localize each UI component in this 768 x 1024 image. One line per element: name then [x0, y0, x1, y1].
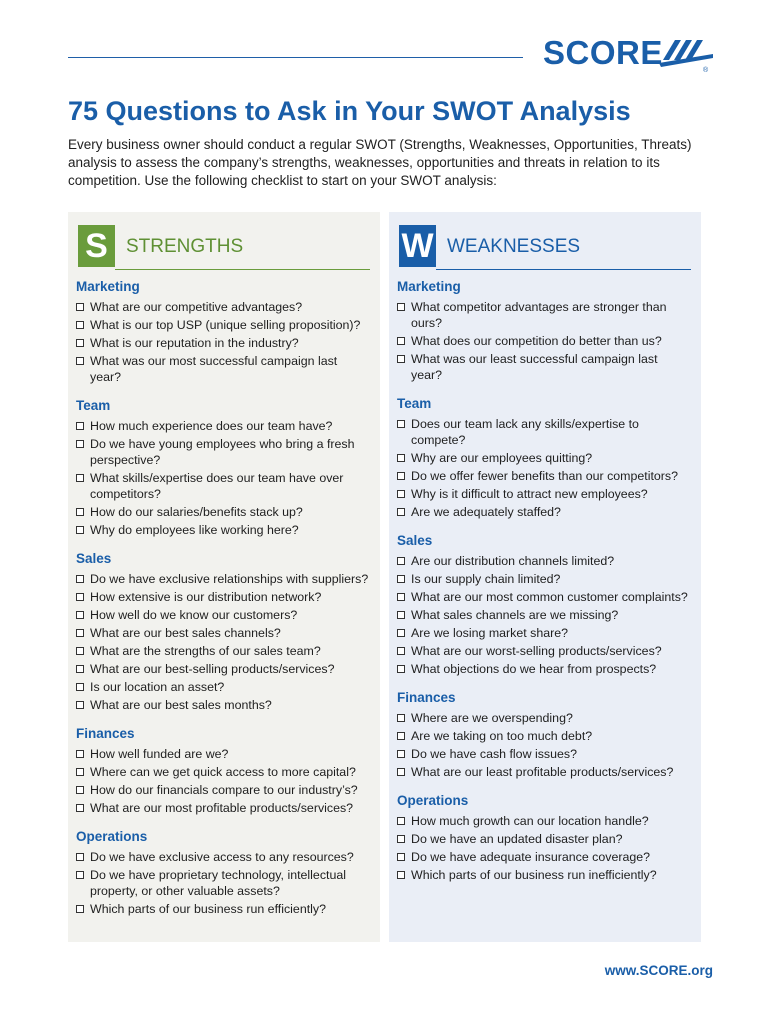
question-text: Do we have proprietary technology, intellectual property, or other valuable assets? — [90, 868, 346, 898]
checkbox-icon[interactable] — [76, 422, 84, 430]
section-title: Finances — [76, 726, 135, 741]
logo-stripes-icon — [659, 38, 715, 68]
checklist-item — [397, 710, 691, 726]
question-text: What are our best-selling products/services? — [90, 662, 335, 676]
checklist-item — [76, 746, 370, 762]
checklist-item — [76, 607, 370, 623]
checkbox-icon[interactable] — [76, 321, 84, 329]
question-text: How do our salaries/benefits stack up? — [90, 505, 303, 519]
question-text: Which parts of our business run inefficiently? — [411, 868, 657, 882]
checklist-item — [397, 625, 691, 641]
question-text: How well do we know our customers? — [90, 608, 298, 622]
checkbox-icon[interactable] — [397, 454, 405, 462]
checkbox-icon[interactable] — [397, 750, 405, 758]
question-text: How do our financials compare to our industry’s? — [90, 783, 358, 797]
checkbox-icon[interactable] — [397, 871, 405, 879]
question-text: Why do employees like working here? — [90, 523, 299, 537]
checkbox-icon[interactable] — [76, 683, 84, 691]
checkbox-icon[interactable] — [397, 508, 405, 516]
checklist-item — [76, 335, 370, 351]
checklist-item — [76, 571, 370, 587]
question-text: Do we have exclusive access to any resources? — [90, 850, 354, 864]
checkbox-icon[interactable] — [76, 611, 84, 619]
checklist-section — [76, 828, 370, 917]
page-title: 75 Questions to Ask in Your SWOT Analysis — [68, 96, 631, 126]
checklist-item — [397, 333, 691, 349]
section-title: Team — [76, 398, 111, 413]
checklist-section — [76, 550, 370, 713]
checkbox-icon[interactable] — [76, 871, 84, 879]
checklist-item — [397, 299, 691, 331]
score-logo — [543, 34, 715, 78]
intro-paragraph: Every business owner should conduct a regular SWOT (Strengths, Weaknesses, Opportunities, Threats) analysis to assess the company’s strengths, weaknesses, opportunities and threats in relation to its competition. Use the following checklist to start on your SWOT analysis: — [68, 137, 692, 188]
checkbox-icon[interactable] — [76, 905, 84, 913]
question-text: Do we have adequate insurance coverage? — [411, 850, 651, 864]
section-title: Team — [397, 396, 432, 411]
question-text: What are our most profitable products/services? — [90, 801, 354, 815]
checkbox-icon[interactable] — [397, 337, 405, 345]
header-rule — [68, 57, 523, 58]
strengths-letter-badge: S — [78, 225, 115, 267]
weaknesses-letter-badge: W — [399, 225, 436, 267]
checklist-item — [76, 317, 370, 333]
checklist-section — [397, 278, 691, 383]
checklist-item — [76, 522, 370, 538]
checkbox-icon[interactable] — [397, 557, 405, 565]
question-text: Does our team lack any skills/expertise to compete? — [411, 417, 639, 447]
strengths-heading: STRENGTHS — [126, 236, 244, 257]
checklist-section — [76, 278, 370, 385]
question-text: What competitor advantages are stronger than ours? — [411, 300, 667, 330]
question-text: Do we have exclusive relationships with suppliers? — [90, 572, 369, 586]
section-title: Finances — [397, 690, 456, 705]
checklist-item — [397, 661, 691, 677]
checklist-item — [397, 571, 691, 587]
section-title: Sales — [397, 533, 433, 548]
checklist-item — [397, 728, 691, 744]
checklist-item — [397, 849, 691, 865]
checklist-item — [76, 782, 370, 798]
section-title: Sales — [76, 551, 112, 566]
checklist-item — [397, 813, 691, 829]
question-text: Do we have young employees who bring a fresh perspective? — [90, 437, 355, 467]
checklist-item — [76, 418, 370, 434]
question-text: Do we have cash flow issues? — [411, 747, 577, 761]
checkbox-icon[interactable] — [76, 665, 84, 673]
checklist-section — [397, 395, 691, 520]
checklist-item — [397, 486, 691, 502]
question-text: What objections do we hear from prospects? — [411, 662, 657, 676]
weaknesses-header — [397, 225, 691, 270]
checkbox-icon[interactable] — [397, 732, 405, 740]
question-text: What are the strengths of our sales team? — [90, 644, 321, 658]
question-text: Do we offer fewer benefits than our competitors? — [411, 469, 678, 483]
strengths-sections — [76, 278, 370, 917]
checklist-section — [397, 689, 691, 780]
checklist-item — [397, 643, 691, 659]
strengths-column — [68, 212, 380, 942]
checklist-item — [76, 697, 370, 713]
checkbox-icon[interactable] — [76, 786, 84, 794]
question-text: How extensive is our distribution network? — [90, 590, 322, 604]
checklist-item — [76, 625, 370, 641]
checklist-item — [397, 351, 691, 383]
checklist-item — [397, 416, 691, 448]
checklist-item — [397, 553, 691, 569]
question-text: Where can we get quick access to more capital? — [90, 765, 356, 779]
checklist-item — [397, 589, 691, 605]
question-text: What is our reputation in the industry? — [90, 336, 299, 350]
question-text: What are our least profitable products/services? — [411, 765, 674, 779]
question-text: What are our most common customer complaints? — [411, 590, 688, 604]
question-text: Are we losing market share? — [411, 626, 569, 640]
checkbox-icon[interactable] — [397, 303, 405, 311]
checklist-item — [397, 867, 691, 883]
checkbox-icon[interactable] — [76, 526, 84, 534]
checklist-section — [397, 792, 691, 883]
checkbox-icon[interactable] — [397, 490, 405, 498]
checkbox-icon[interactable] — [76, 701, 84, 709]
checkbox-icon[interactable] — [76, 593, 84, 601]
logo-wordmark: SCORE — [543, 34, 663, 71]
weaknesses-sections — [397, 278, 691, 883]
checklist-section — [76, 725, 370, 816]
question-text: What does our competition do better than us? — [411, 334, 662, 348]
checkbox-icon[interactable] — [76, 647, 84, 655]
section-title: Marketing — [397, 279, 461, 294]
checkbox-icon[interactable] — [397, 593, 405, 601]
checklist-item — [397, 468, 691, 484]
question-text: Is our supply chain limited? — [411, 572, 561, 586]
checklist-item — [397, 504, 691, 520]
question-text: Do we have an updated disaster plan? — [411, 832, 623, 846]
strengths-header — [76, 225, 370, 270]
question-text: Are our distribution channels limited? — [411, 554, 615, 568]
question-text: What are our best sales channels? — [90, 626, 281, 640]
question-text: How much growth can our location handle? — [411, 814, 649, 828]
checkbox-icon[interactable] — [397, 611, 405, 619]
strengths-heading-rule — [115, 269, 370, 270]
checkbox-icon[interactable] — [397, 853, 405, 861]
checklist-item — [76, 470, 370, 502]
question-text: Which parts of our business run efficiently? — [90, 902, 326, 916]
checklist-item — [397, 607, 691, 623]
checklist-item — [76, 299, 370, 315]
checklist-section — [76, 397, 370, 538]
checkbox-icon[interactable] — [76, 357, 84, 365]
checklist-item — [397, 450, 691, 466]
checklist-item — [397, 831, 691, 847]
checklist-item — [76, 353, 370, 385]
checklist-item — [76, 800, 370, 816]
question-text: What skills/expertise does our team have over competitors? — [90, 471, 344, 501]
question-text: What was our least successful campaign last year? — [411, 352, 658, 382]
question-text: Are we taking on too much debt? — [411, 729, 593, 743]
question-text: Why is it difficult to attract new employees? — [411, 487, 648, 501]
question-text: Where are we overspending? — [411, 711, 573, 725]
checkbox-icon[interactable] — [76, 804, 84, 812]
checklist-item — [76, 643, 370, 659]
checkbox-icon[interactable] — [397, 647, 405, 655]
section-title: Operations — [397, 793, 469, 808]
checklist-item — [397, 746, 691, 762]
checklist-item — [76, 661, 370, 677]
checkbox-icon[interactable] — [397, 714, 405, 722]
checklist-section — [397, 532, 691, 677]
checklist-item — [76, 504, 370, 520]
checkbox-icon[interactable] — [397, 575, 405, 583]
checkbox-icon[interactable] — [76, 575, 84, 583]
question-text: How much experience does our team have? — [90, 419, 333, 433]
checkbox-icon[interactable] — [76, 750, 84, 758]
checkbox-icon[interactable] — [397, 355, 405, 363]
checkbox-icon[interactable] — [76, 853, 84, 861]
checkbox-icon[interactable] — [76, 768, 84, 776]
question-text: What is our top USP (unique selling proposition)? — [90, 318, 361, 332]
weaknesses-heading: WEAKNESSES — [447, 236, 581, 257]
question-text: How well funded are we? — [90, 747, 229, 761]
checkbox-icon[interactable] — [397, 665, 405, 673]
checklist-item — [76, 867, 370, 899]
checklist-item — [76, 901, 370, 917]
question-text: Are we adequately staffed? — [411, 505, 561, 519]
checklist-item — [76, 764, 370, 780]
checkbox-icon[interactable] — [397, 817, 405, 825]
checkbox-icon[interactable] — [76, 339, 84, 347]
question-text: What are our best sales months? — [90, 698, 272, 712]
checklist-item — [76, 436, 370, 468]
checkbox-icon[interactable] — [397, 835, 405, 843]
checkbox-icon[interactable] — [76, 629, 84, 637]
section-title: Marketing — [76, 279, 140, 294]
question-text: What are our worst-selling products/services? — [411, 644, 662, 658]
checkbox-icon[interactable] — [397, 768, 405, 776]
registered-mark: ® — [703, 67, 709, 74]
checkbox-icon[interactable] — [397, 629, 405, 637]
checklist-item — [76, 679, 370, 695]
checkbox-icon[interactable] — [76, 303, 84, 311]
checkbox-icon[interactable] — [76, 440, 84, 448]
checkbox-icon[interactable] — [76, 508, 84, 516]
footer-url[interactable]: www.SCORE.org — [604, 963, 713, 978]
question-text: Is our location an asset? — [90, 680, 225, 694]
question-text: What are our competitive advantages? — [90, 300, 303, 314]
checkbox-icon[interactable] — [397, 420, 405, 428]
checkbox-icon[interactable] — [397, 472, 405, 480]
section-title: Operations — [76, 829, 148, 844]
checklist-item — [397, 764, 691, 780]
checklist-item — [76, 589, 370, 605]
checklist-item — [76, 849, 370, 865]
weaknesses-column — [389, 212, 701, 942]
question-text: What sales channels are we missing? — [411, 608, 619, 622]
question-text: Why are our employees quitting? — [411, 451, 593, 465]
weaknesses-heading-rule — [436, 269, 691, 270]
checkbox-icon[interactable] — [76, 474, 84, 482]
question-text: What was our most successful campaign last year? — [90, 354, 338, 384]
